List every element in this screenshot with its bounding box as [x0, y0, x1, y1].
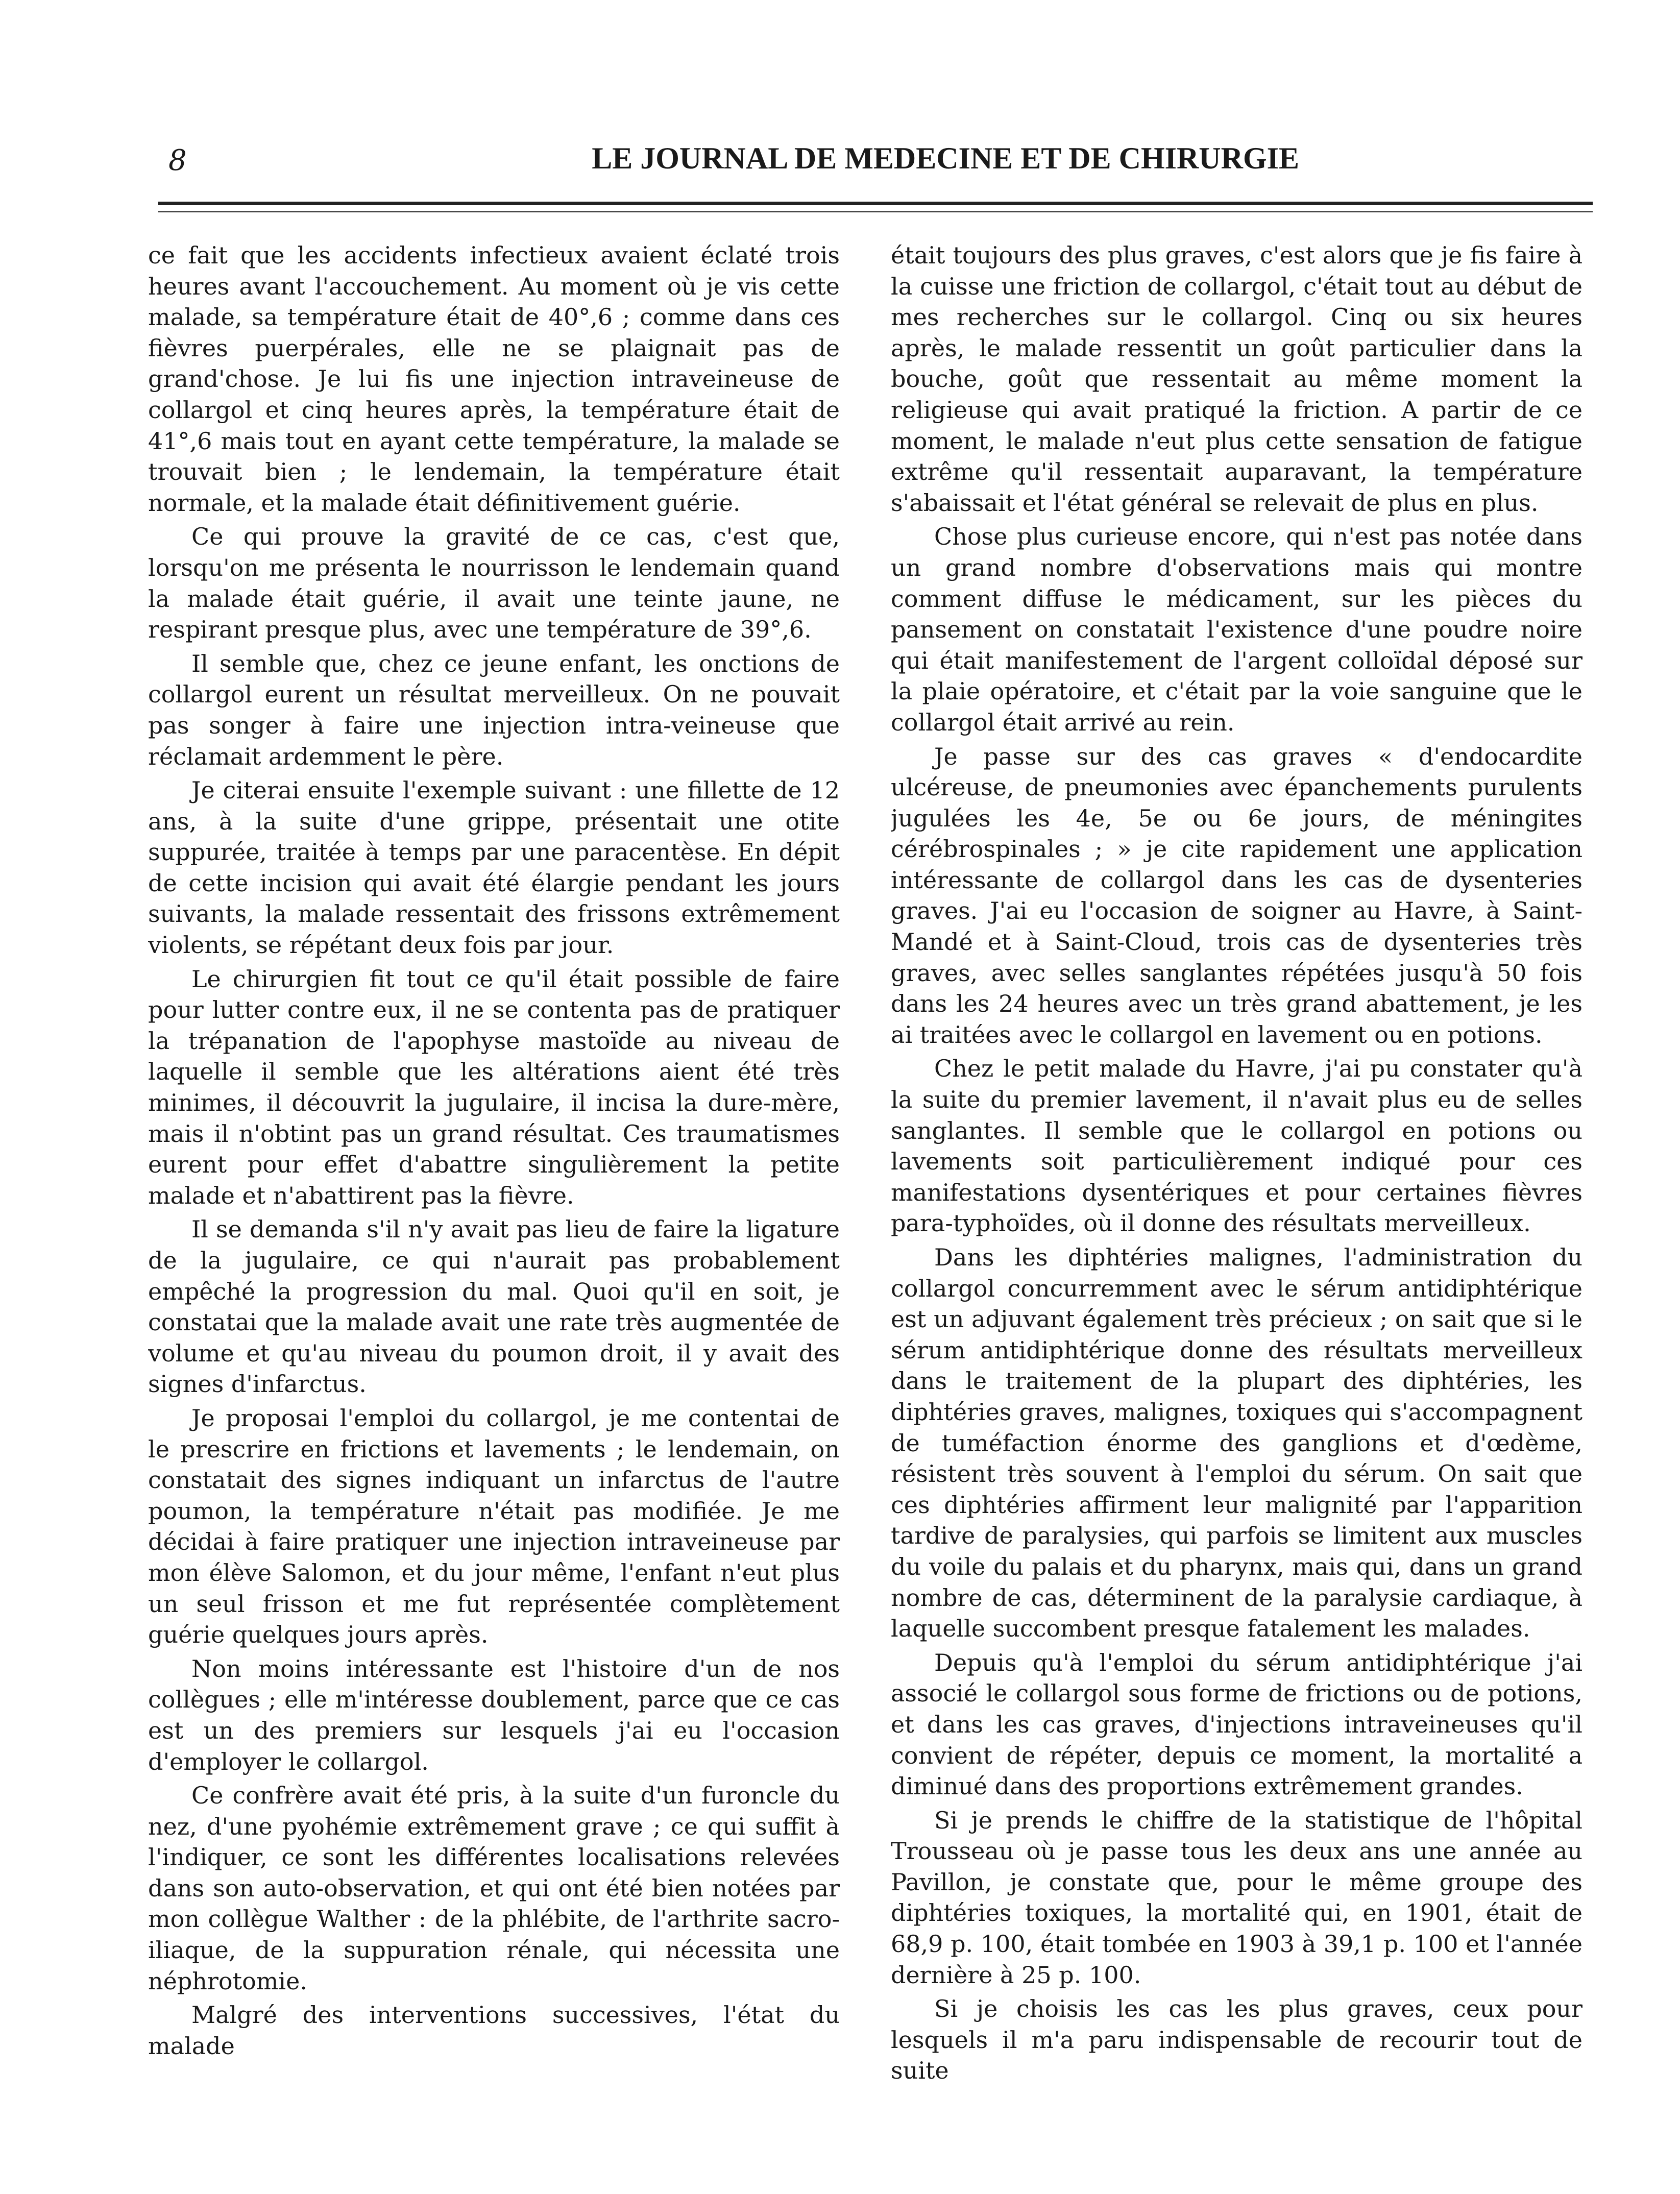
paragraph: était toujours des plus graves, c'est alors que je fis faire à la cuisse une friction de collargol, c'était tout au début de mes recherches sur le collargol. Cinq ou six heures après, le malade ressentit un goût particulier dans la bouche, goût que ressentait au même moment la religieuse qui avait pratiqué la friction. A partir de ce moment, le malade n'eut plus cette sensation de fatigue extrême qu'il ressentait auparavant, la température s'abaissait et l'état général se relevait de plus en plus. — [891, 241, 1582, 517]
paragraph: Il se demanda s'il n'y avait pas lieu de faire la ligature de la jugulaire, ce qui n'aurait pas probablement empêché la progression du mal. Quoi qu'il en soit, je constatai que la malade avait une rate très augmentée de volume et qu'au niveau du poumon droit, il y avait des signes d'infarctus. — [148, 1215, 840, 1398]
paragraph: ce fait que les accidents infectieux avaient éclaté trois heures avant l'accouchement. Au moment où je vis cette malade, sa température était de 40°,6 ; comme dans ces fièvres puerpérales, elle ne se plaignait pas de grand'chose. Je lui fis une injection intraveineuse de collargol et cinq heures après, la température était de 41°,6 mais tout en ayant cette température, la malade se trouvait bien ; le lendemain, la température était normale, et la malade était définitivement guérie. — [148, 241, 840, 517]
paragraph: Si je prends le chiffre de la statistique de l'hôpital Trousseau où je passe tous les deux ans une année au Pavillon, je constate que, pour le même groupe des diphtéries toxiques, la mortalité qui, en 1901, était de 68,9 p. 100, était tombée en 1903 à 39,1 p. 100 et l'année dernière à 25 p. 100. — [891, 1806, 1582, 1989]
paragraph: Je passe sur des cas graves « d'endocardite ulcéreuse, de pneumonies avec épanchements purulents jugulées les 4e, 5e ou 6e jours, de méningites cérébrospinales ; » je cite rapidement une application intéressante de collargol dans les cas de dysenteries graves. J'ai eu l'occasion de soigner au Havre, à Saint-Mandé et à Saint-Cloud, trois cas de dysenteries très graves, avec selles sanglantes répétées jusqu'à 50 fois dans les 24 heures avec un très grand abattement, je les ai traitées avec le collargol en lavement ou en potions. — [891, 742, 1582, 1049]
paragraph: Le chirurgien fit tout ce qu'il était possible de faire pour lutter contre eux, il ne se contenta pas de pratiquer la trépanation de l'apophyse mastoïde au niveau de laquelle il semble que les altérations aient été très minimes, il découvrit la jugulaire, il incisa la dure-mère, mais il n'obtint pas un grand résultat. Ces traumatismes eurent pour effet d'abattre singulièrement la petite malade et n'abattirent pas la fièvre. — [148, 965, 840, 1209]
right-column — [891, 240, 1582, 2159]
paragraph: Je proposai l'emploi du collargol, je me contentai de le prescrire en frictions et lavements ; le lendemain, on constatait des signes indiquant un infarctus de l'autre poumon, la température n'était pas modifiée. Je me décidai à faire pratiquer une injection intraveineuse par mon élève Salomon, et du jour même, l'enfant n'eut plus un seul frisson et me fut représentée complètement guérie quelques jours après. — [148, 1404, 840, 1649]
header-rule-thick — [158, 202, 1593, 205]
page-number: 8 — [168, 144, 187, 177]
paragraph: Chez le petit malade du Havre, j'ai pu constater qu'à la suite du premier lavement, il n'avait plus eu de selles sanglantes. Il semble que le collargol en potions ou lavements soit particulièrement indiqué pour ces manifestations dysentériques et pour certaines fièvres para-typhoïdes, où il donne des résultats merveilleux. — [891, 1055, 1582, 1237]
running-title: LE JOURNAL DE MEDECINE ET DE CHIRURGIE — [592, 141, 1299, 175]
header-rule-thin — [158, 211, 1593, 212]
paragraph: Si je choisis les cas les plus graves, ceux pour lesquels il m'a paru indispensable de recourir tout de suite — [891, 1995, 1582, 2085]
left-column — [148, 240, 840, 2159]
paragraph: Dans les diphtéries malignes, l'administration du collargol concurremment avec le sérum antidiphtérique est un adjuvant également très précieux ; on sait que si le sérum antidiphtérique donne des résultats merveilleux dans le traitement de la plupart des diphtéries, les diphtéries graves, malignes, toxiques qui s'accompagnent de tuméfaction énorme des ganglions et d'œdème, résistent très souvent à l'emploi du sérum. On sait que ces diphtéries affirment leur malignité par l'apparition tardive de paralysies, qui parfois se limitent aux muscles du voile du palais et du pharynx, mais qui, dans un grand nombre de cas, déterminent de la paralysie cardiaque, à laquelle succombent presque fatalement les malades. — [891, 1244, 1582, 1643]
paragraph: Chose plus curieuse encore, qui n'est pas notée dans un grand nombre d'observations mais qui montre comment diffuse le médicament, sur les pièces du pansement on constatait l'existence d'une poudre noire qui était manifestement de l'argent colloïdal déposé sur la plaie opératoire, et c'était par la voie sanguine que le collargol était arrivé au rein. — [891, 523, 1582, 736]
paragraph: Ce confrère avait été pris, à la suite d'un furoncle du nez, d'une pyohémie extrêmement grave ; ce qui suffit à l'indiquer, ce sont les différentes localisations relevées dans son auto-observation, et qui ont été bien notées par mon collègue Walther : de la phlébite, de l'arthrite sacro-iliaque, de la suppuration rénale, qui nécessita une néphrotomie. — [148, 1782, 840, 1995]
paragraph: Je citerai ensuite l'exemple suivant : une fillette de 12 ans, à la suite d'une grippe, présentait une otite suppurée, traitée à temps par une paracentèse. En dépit de cette incision qui avait été élargie pendant les jours suivants, la malade ressentait des frissons extrêmement violents, se répétant deux fois par jour. — [148, 776, 840, 959]
paragraph: Ce qui prouve la gravité de ce cas, c'est que, lorsqu'on me présenta le nourrisson le lendemain quand la malade était guérie, il avait une teinte jaune, ne respirant presque plus, avec une température de 39°,6. — [148, 523, 840, 644]
paragraph: Il semble que, chez ce jeune enfant, les onctions de collargol eurent un résultat merveilleux. On ne pouvait pas songer à faire une injection intra-veineuse que réclamait ardemment le père. — [148, 649, 840, 770]
paragraph: Non moins intéressante est l'histoire d'un de nos collègues ; elle m'intéresse doublement, parce que ce cas est un des premiers sur lesquels j'ai eu l'occasion d'employer le collargol. — [148, 1654, 840, 1775]
paragraph: Malgré des interventions successives, l'état du malade — [148, 2001, 840, 2060]
paragraph: Depuis qu'à l'emploi du sérum antidiphtérique j'ai associé le collargol sous forme de frictions ou de potions, et dans les cas graves, d'injections intraveineuses qu'il convient de répéter, depuis ce moment, la mortalité a diminué dans des proportions extrêmement grandes. — [891, 1648, 1582, 1800]
